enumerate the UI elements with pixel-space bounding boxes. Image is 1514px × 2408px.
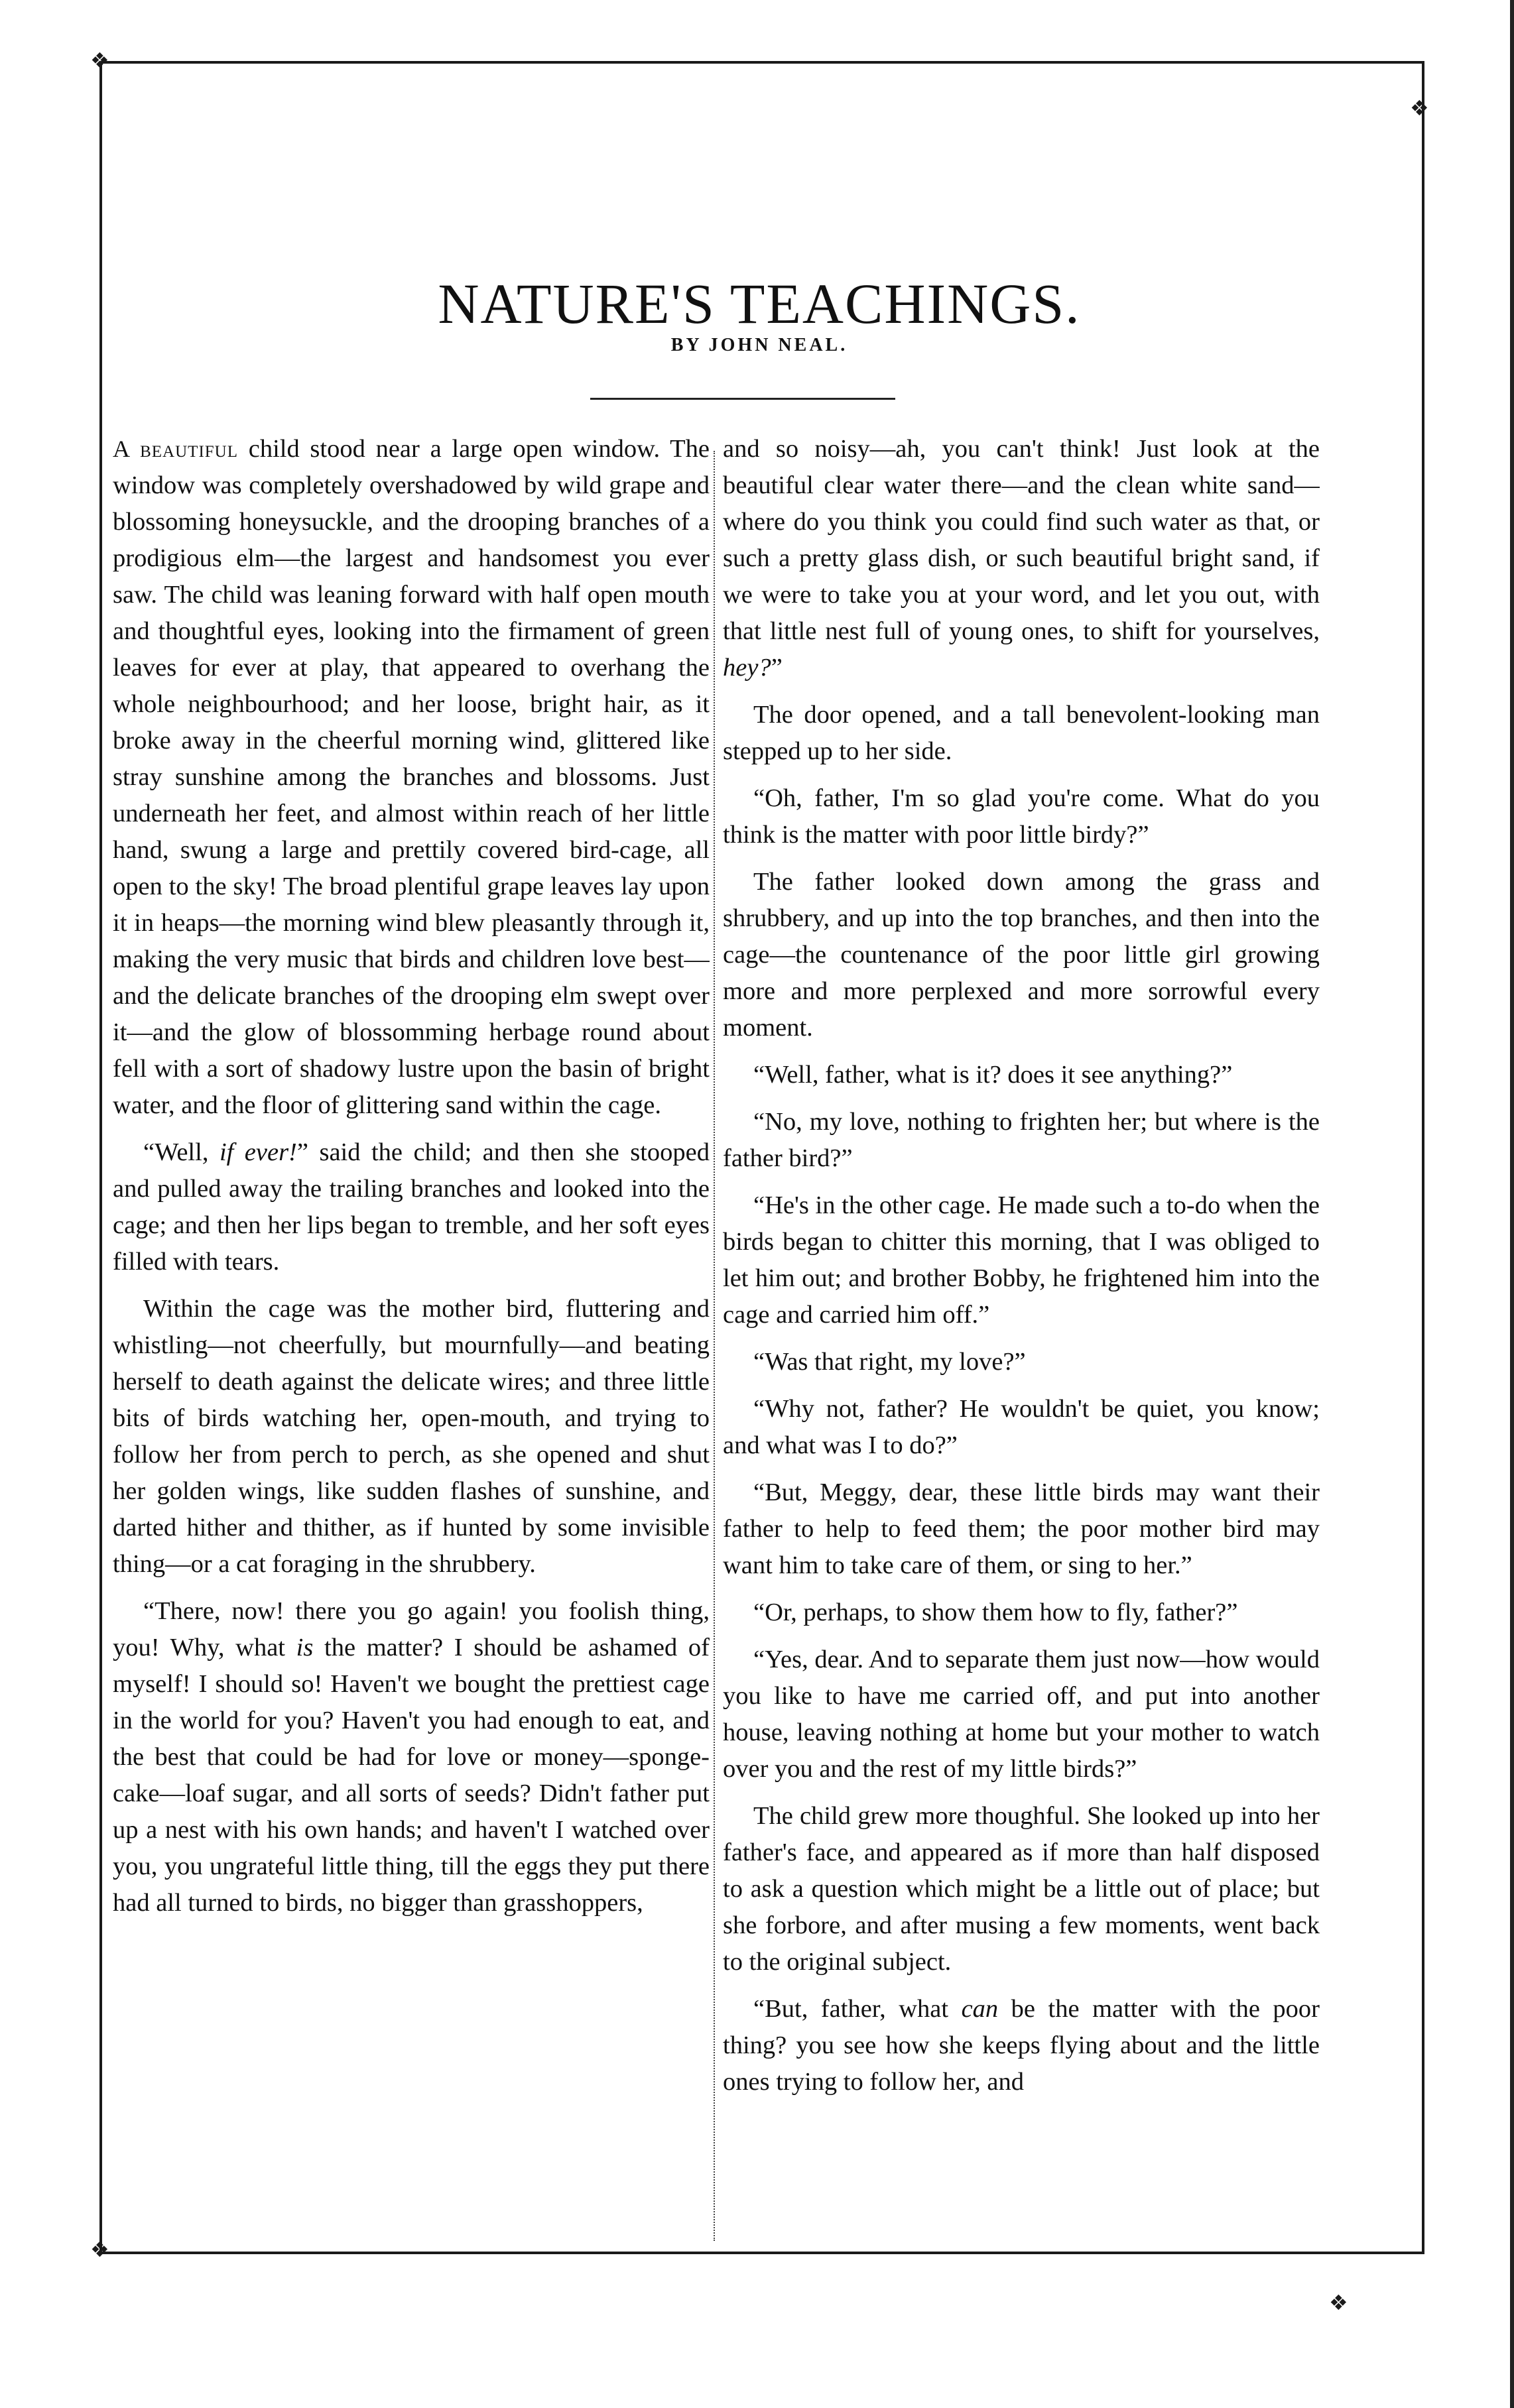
paragraph: The father looked down among the grass and shrubbery, and up into the top branches, and then into the cage—the countenance of the poor little girl growing more and more perplexed and more sorrowful every moment. bbox=[723, 868, 1320, 1042]
column-divider bbox=[714, 451, 715, 2241]
paragraph: A beautiful child stood near a large open window. The window was completely overshadowed by wild grape and blossoming honeysuckle, and the drooping branches of a prodigious elm—the largest and handsomest you ever saw. The child was leaning forward with half open mouth and thoughtful eyes, looking into the firmament of green leaves for ever at play, that appeared to overhang the whole neighbourhood; and her loose, bright hair, as it broke away in the cheerful morning wind, glittered like stray sunshine among the branches and blossoms. Just underneath her feet, and almost within reach of her little hand, swung a large and prettily covered bird-cage, all open to the sky! The broad plentiful grape leaves lay upon it in heaps—the morning wind blew pleasantly through it, making the very music that birds and children love best—and the delicate branches of the drooping elm swept over it—and the glow of blossomming herbage round about fell with a sort of shadowy lustre upon the basin of bright water, and the floor of glittering sand within the cage. bbox=[113, 435, 710, 1119]
paragraph: “Well, if ever!” said the child; and then she stooped and pulled away the trailing branches and looked into the cage; and then her lips began to tremble, and her soft eyes filled with tears. bbox=[113, 1138, 710, 1276]
lead-in: A beautiful bbox=[113, 436, 238, 462]
corner-ornament-icon: ❖ bbox=[1329, 2290, 1348, 2315]
corner-ornament-icon: ❖ bbox=[1410, 95, 1429, 121]
left-column bbox=[113, 431, 710, 2234]
paragraph: “Oh, father, I'm so glad you're come. What do you think is the matter with poor little birdy?” bbox=[723, 784, 1320, 849]
page-edge-shadow bbox=[1510, 0, 1514, 2408]
paragraph: The door opened, and a tall benevolent-looking man stepped up to her side. bbox=[723, 701, 1320, 765]
paragraph: “Well, father, what is it? does it see anything?” bbox=[753, 1061, 1233, 1089]
paragraph: “No, my love, nothing to frighten her; but where is the father bird?” bbox=[723, 1108, 1320, 1172]
right-column bbox=[723, 431, 1320, 2234]
paragraph: “He's in the other cage. He made such a to-do when the birds began to chitter this morning, that I was obliged to let him out; and brother Bobby, he frightened him into the cage and carried him off.” bbox=[723, 1191, 1320, 1329]
paragraph: “Or, perhaps, to show them how to fly, father?” bbox=[753, 1598, 1238, 1626]
paragraph: “But, father, what can be the matter with the poor thing? you see how she keeps flying about and the little ones trying to follow her, and bbox=[723, 1995, 1320, 2096]
corner-ornament-icon: ❖ bbox=[90, 2237, 109, 2262]
title-rule bbox=[590, 398, 895, 402]
corner-ornament-icon: ❖ bbox=[90, 48, 109, 73]
paragraph: and so noisy—ah, you can't think! Just look at the beautiful clear water there—and the clean white sand—where do you think you could find such water as that, or such a pretty glass dish, or such beautiful bright sand, if we were to take you at your word, and let you out, with that little nest full of young ones, to shift for yourselves, hey?” bbox=[723, 435, 1320, 682]
paragraph: “Why not, father? He wouldn't be quiet, you know; and what was I to do?” bbox=[723, 1395, 1320, 1459]
paragraph: The child grew more thoughful. She looked up into her father's face, and appeared as if more than half disposed to ask a question which might be a little out of place; but she forbore, and after musing a few moments, went back to the original subject. bbox=[723, 1802, 1320, 1976]
paragraph: Within the cage was the mother bird, fluttering and whistling—not cheerfully, but mournfully—and beating herself to death against the delicate wires; and three little bits of birds watching her, open-mouth, and trying to follow her from perch to perch, as she opened and shut her golden wings, like sudden flashes of sunshine, and darted hither and thither, as if hunted by some invisible thing—or a cat foraging in the shrubbery. bbox=[113, 1295, 710, 1578]
paragraph: “Was that right, my love?” bbox=[753, 1348, 1026, 1376]
paragraph: “But, Meggy, dear, these little birds may want their father to help to feed them; the poor mother bird may want him to take care of them, or sing to her.” bbox=[723, 1478, 1320, 1579]
paragraph: “There, now! there you go again! you foolish thing, you! Why, what is the matter? I should be ashamed of myself! I should so! Haven't we bought the prettiest cage in the world for you? Haven't you had enough to eat, and the best that could be had for love or money—sponge-cake—loaf sugar, and all sorts of seeds? Didn't father put up a nest with his own hands; and haven't I watched over you, you ungrateful little thing, till the eggs they put there had all turned to birds, no bigger than grasshoppers, bbox=[113, 1597, 710, 1917]
article-title: NATURE'S TEACHINGS. bbox=[438, 271, 1081, 335]
article-byline: BY JOHN NEAL. bbox=[670, 335, 848, 355]
paragraph: “Yes, dear. And to separate them just now—how would you like to have me carried off, and put into another house, leaving nothing at home but your mother to watch over you and the rest of my little birds?” bbox=[723, 1646, 1320, 1783]
